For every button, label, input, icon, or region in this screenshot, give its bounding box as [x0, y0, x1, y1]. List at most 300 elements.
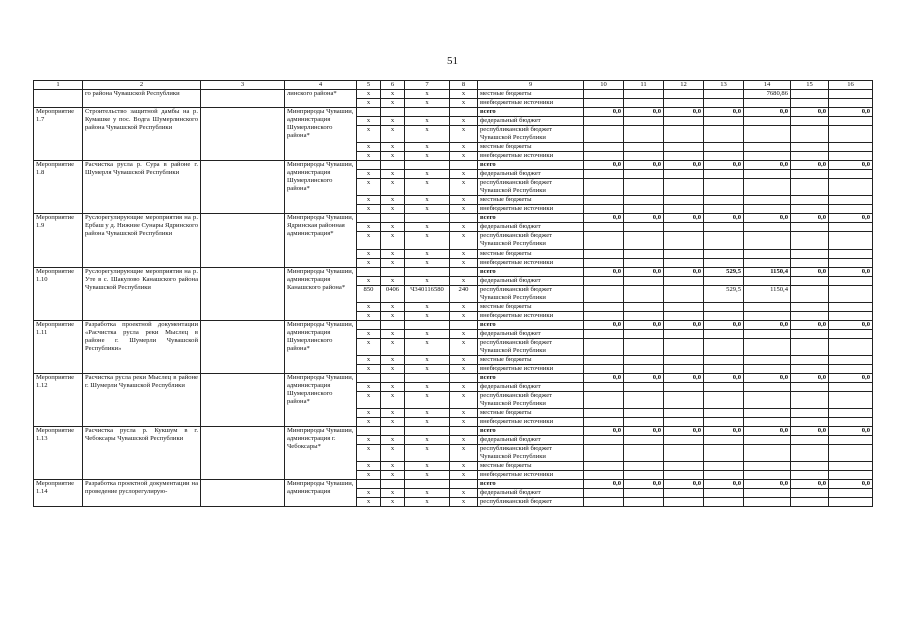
funding-source: федеральный бюджет	[478, 489, 584, 498]
budget-code: x	[450, 355, 478, 364]
amount-cell: 0,0	[791, 161, 829, 170]
amount-cell	[664, 329, 704, 338]
amount-cell	[744, 179, 791, 196]
table-row	[34, 480, 873, 489]
amount-cell	[829, 329, 873, 338]
funding-source: республиканский бюджет Чувашской Республики	[478, 445, 584, 462]
budget-code: 850	[357, 285, 381, 302]
amount-cell	[584, 99, 624, 108]
amount-cell: 0,0	[664, 267, 704, 276]
amount-cell: 0,0	[624, 427, 664, 436]
budget-code: x	[381, 249, 405, 258]
amount-cell: 0,0	[829, 267, 873, 276]
amount-cell	[744, 382, 791, 391]
budget-code: x	[450, 179, 478, 196]
amount-cell	[704, 445, 744, 462]
budget-code: x	[450, 409, 478, 418]
amount-cell	[744, 409, 791, 418]
amount-cell	[704, 276, 744, 285]
budget-code: x	[357, 355, 381, 364]
amount-cell	[584, 471, 624, 480]
budget-code: x	[450, 489, 478, 498]
column-number: 13	[704, 81, 744, 90]
funding-source: всего	[478, 267, 584, 276]
budget-code: x	[357, 436, 381, 445]
column-number: 2	[83, 81, 201, 90]
amount-cell: 0,0	[704, 108, 744, 117]
amount-cell	[704, 329, 744, 338]
budget-code: x	[450, 99, 478, 108]
budget-code: x	[450, 152, 478, 161]
amount-cell	[624, 258, 664, 267]
budget-code: x	[357, 462, 381, 471]
amount-cell	[704, 258, 744, 267]
amount-cell	[664, 179, 704, 196]
amount-cell	[704, 418, 744, 427]
amount-cell	[829, 170, 873, 179]
measure-name: Разработка проектной документации на проведение руслорегулирую-	[83, 480, 201, 507]
amount-cell	[624, 382, 664, 391]
amount-cell	[791, 196, 829, 205]
budget-code: x	[381, 338, 405, 355]
empty-cell	[201, 320, 285, 373]
budget-code	[357, 267, 381, 276]
empty-cell	[201, 90, 285, 108]
amount-cell: 0,0	[744, 373, 791, 382]
budget-code: x	[357, 223, 381, 232]
executor: Минприроды Чувашии, Ядринская районная администрация*	[285, 214, 357, 267]
amount-cell	[704, 232, 744, 249]
amount-cell: 0,0	[744, 161, 791, 170]
amount-cell	[744, 99, 791, 108]
amount-cell	[744, 329, 791, 338]
funding-source: федеральный бюджет	[478, 117, 584, 126]
amount-cell	[624, 338, 664, 355]
amount-cell	[791, 418, 829, 427]
amount-cell	[584, 143, 624, 152]
amount-cell	[624, 462, 664, 471]
amount-cell	[624, 223, 664, 232]
budget-code: x	[357, 99, 381, 108]
funding-source: федеральный бюджет	[478, 223, 584, 232]
amount-cell	[704, 462, 744, 471]
budget-code	[450, 108, 478, 117]
budget-code: x	[450, 205, 478, 214]
funding-source: местные бюджеты	[478, 90, 584, 99]
budget-code: x	[381, 179, 405, 196]
amount-cell	[791, 338, 829, 355]
budget-code: x	[357, 276, 381, 285]
budget-code: x	[381, 445, 405, 462]
executor: Минприроды Чувашии, администрация Шумерлинского района*	[285, 161, 357, 214]
budget-code: x	[381, 90, 405, 99]
amount-cell	[584, 391, 624, 408]
amount-cell	[744, 489, 791, 498]
amount-cell: 0,0	[704, 427, 744, 436]
amount-cell	[704, 498, 744, 507]
amount-cell	[829, 223, 873, 232]
budget-code: x	[381, 391, 405, 408]
budget-code: x	[381, 409, 405, 418]
budget-code: x	[381, 471, 405, 480]
column-number: 16	[829, 81, 873, 90]
amount-cell: 0,0	[829, 480, 873, 489]
measure-id: Мероприятие 1.7	[34, 108, 83, 161]
budget-code	[405, 373, 450, 382]
table-row	[34, 108, 873, 117]
amount-cell	[791, 498, 829, 507]
budget-code: x	[357, 311, 381, 320]
amount-cell	[744, 436, 791, 445]
column-number-row	[34, 81, 873, 90]
amount-cell: 529,5	[704, 285, 744, 302]
amount-cell	[624, 302, 664, 311]
funding-source: внебюджетные источники	[478, 205, 584, 214]
amount-cell: 0,0	[829, 427, 873, 436]
budget-code: x	[357, 258, 381, 267]
amount-cell: 0,0	[624, 267, 664, 276]
amount-cell	[829, 117, 873, 126]
measure-name: Расчистка русла р. Кукшум в г. Чебоксары Чувашской Республики	[83, 427, 201, 480]
amount-cell	[829, 249, 873, 258]
budget-code: x	[450, 117, 478, 126]
amount-cell	[664, 152, 704, 161]
column-number: 15	[791, 81, 829, 90]
budget-code: x	[381, 311, 405, 320]
amount-cell	[584, 205, 624, 214]
amount-cell	[624, 143, 664, 152]
amount-cell	[704, 338, 744, 355]
amount-cell: 0,0	[829, 214, 873, 223]
budget-code	[405, 480, 450, 489]
amount-cell	[744, 258, 791, 267]
executor: Минприроды Чувашии, администрация	[285, 480, 357, 507]
budget-code: x	[450, 311, 478, 320]
amount-cell: 0,0	[791, 214, 829, 223]
budget-code: x	[357, 329, 381, 338]
budget-code: x	[405, 364, 450, 373]
amount-cell	[829, 99, 873, 108]
executor: Минприроды Чувашии, администрация Шумерлинского района*	[285, 320, 357, 373]
funding-source: федеральный бюджет	[478, 436, 584, 445]
amount-cell	[664, 249, 704, 258]
budget-code: x	[357, 471, 381, 480]
budget-code: x	[450, 302, 478, 311]
measure-name: Разработка проектной документации «Расчистка русла реки Мыслец в районе г. Шумерли Чувашской Республики»	[83, 320, 201, 373]
amount-cell	[791, 232, 829, 249]
budget-code: x	[405, 409, 450, 418]
funding-source: федеральный бюджет	[478, 276, 584, 285]
budget-code: x	[405, 489, 450, 498]
amount-cell	[584, 498, 624, 507]
measure-id: Мероприятие 1.14	[34, 480, 83, 507]
amount-cell	[624, 152, 664, 161]
budget-code	[357, 373, 381, 382]
amount-cell	[744, 418, 791, 427]
amount-cell	[664, 355, 704, 364]
budget-code: x	[450, 382, 478, 391]
empty-cell	[201, 161, 285, 214]
budget-code: x	[357, 364, 381, 373]
funding-source: всего	[478, 161, 584, 170]
amount-cell	[664, 258, 704, 267]
amount-cell	[584, 249, 624, 258]
amount-cell	[744, 462, 791, 471]
amount-cell	[624, 117, 664, 126]
budget-code: x	[357, 302, 381, 311]
budget-code: x	[381, 355, 405, 364]
amount-cell	[584, 170, 624, 179]
amount-cell: 0,0	[829, 320, 873, 329]
amount-cell	[704, 364, 744, 373]
budget-code: x	[405, 258, 450, 267]
amount-cell	[624, 436, 664, 445]
amount-cell	[584, 382, 624, 391]
amount-cell: 529,5	[704, 267, 744, 276]
amount-cell: 0,0	[664, 320, 704, 329]
budget-code: x	[405, 436, 450, 445]
amount-cell	[829, 364, 873, 373]
budget-code: x	[405, 152, 450, 161]
amount-cell: 0,0	[744, 427, 791, 436]
amount-cell	[791, 436, 829, 445]
budget-code	[357, 320, 381, 329]
column-number: 4	[285, 81, 357, 90]
amount-cell	[791, 285, 829, 302]
budget-code: x	[381, 276, 405, 285]
amount-cell	[584, 196, 624, 205]
funding-source: всего	[478, 214, 584, 223]
amount-cell: 0,0	[829, 373, 873, 382]
amount-cell	[664, 196, 704, 205]
amount-cell	[584, 152, 624, 161]
amount-cell: 0,0	[704, 373, 744, 382]
budget-code: x	[357, 205, 381, 214]
budget-code: x	[405, 391, 450, 408]
amount-cell: 1150,4	[744, 285, 791, 302]
table-row	[34, 427, 873, 436]
amount-cell	[584, 364, 624, 373]
budget-table	[33, 80, 873, 507]
budget-code	[381, 373, 405, 382]
amount-cell	[704, 143, 744, 152]
budget-code: x	[405, 471, 450, 480]
amount-cell	[664, 445, 704, 462]
amount-cell	[829, 445, 873, 462]
column-number: 10	[584, 81, 624, 90]
measure-name: Расчистка русла реки Мыслец в районе г. Шумерли Чувашской Республики	[83, 373, 201, 426]
amount-cell	[829, 143, 873, 152]
budget-code: x	[357, 409, 381, 418]
amount-cell	[624, 311, 664, 320]
amount-cell: 0,0	[624, 480, 664, 489]
empty-cell	[201, 427, 285, 480]
budget-code: x	[381, 126, 405, 143]
budget-code	[405, 320, 450, 329]
budget-code: x	[381, 329, 405, 338]
budget-code	[381, 480, 405, 489]
amount-cell: 0,0	[664, 480, 704, 489]
amount-cell	[791, 276, 829, 285]
amount-cell	[664, 489, 704, 498]
budget-code: x	[381, 418, 405, 427]
amount-cell	[744, 355, 791, 364]
amount-cell: 0,0	[624, 108, 664, 117]
budget-code: x	[405, 355, 450, 364]
amount-cell	[704, 205, 744, 214]
amount-cell	[744, 152, 791, 161]
amount-cell	[744, 205, 791, 214]
budget-code	[381, 214, 405, 223]
budget-code: x	[357, 179, 381, 196]
amount-cell	[584, 311, 624, 320]
table-row	[34, 90, 873, 99]
page-number: 51	[447, 55, 458, 67]
budget-code: x	[357, 489, 381, 498]
amount-cell	[829, 126, 873, 143]
column-number: 8	[450, 81, 478, 90]
amount-cell	[704, 117, 744, 126]
amount-cell: 0,0	[664, 214, 704, 223]
amount-cell	[624, 418, 664, 427]
amount-cell: 0,0	[584, 373, 624, 382]
amount-cell: 0,0	[744, 320, 791, 329]
budget-code: x	[405, 276, 450, 285]
amount-cell	[704, 302, 744, 311]
budget-code	[357, 214, 381, 223]
budget-code: x	[405, 126, 450, 143]
amount-cell	[704, 196, 744, 205]
budget-code: x	[450, 445, 478, 462]
amount-cell	[624, 445, 664, 462]
table-row	[34, 373, 873, 382]
amount-cell	[624, 285, 664, 302]
budget-code: x	[357, 232, 381, 249]
funding-source: республиканский бюджет Чувашской Республики	[478, 232, 584, 249]
funding-source: внебюджетные источники	[478, 258, 584, 267]
funding-source: всего	[478, 427, 584, 436]
amount-cell	[584, 489, 624, 498]
amount-cell	[829, 391, 873, 408]
table-row	[34, 161, 873, 170]
budget-code: x	[405, 302, 450, 311]
amount-cell	[829, 152, 873, 161]
budget-code: x	[357, 445, 381, 462]
amount-cell	[829, 355, 873, 364]
empty-cell	[201, 480, 285, 507]
amount-cell	[624, 126, 664, 143]
amount-cell	[744, 126, 791, 143]
column-number: 14	[744, 81, 791, 90]
budget-code	[357, 480, 381, 489]
funding-source: всего	[478, 108, 584, 117]
amount-cell	[791, 179, 829, 196]
column-number: 3	[201, 81, 285, 90]
amount-cell: 0,0	[624, 214, 664, 223]
funding-source: федеральный бюджет	[478, 382, 584, 391]
amount-cell	[744, 117, 791, 126]
budget-code: x	[381, 152, 405, 161]
measure-id: Мероприятие 1.10	[34, 267, 83, 320]
amount-cell	[624, 276, 664, 285]
amount-cell	[664, 223, 704, 232]
budget-code: x	[450, 364, 478, 373]
amount-cell: 0,0	[664, 108, 704, 117]
amount-cell	[791, 311, 829, 320]
amount-cell	[664, 276, 704, 285]
amount-cell	[664, 126, 704, 143]
budget-code	[450, 373, 478, 382]
budget-code: x	[405, 232, 450, 249]
amount-cell: 7680,86	[744, 90, 791, 99]
amount-cell	[744, 471, 791, 480]
measure-id: Мероприятие 1.8	[34, 161, 83, 214]
amount-cell: 0,0	[704, 480, 744, 489]
amount-cell	[664, 99, 704, 108]
budget-code: x	[381, 489, 405, 498]
amount-cell	[664, 382, 704, 391]
budget-code: x	[450, 196, 478, 205]
budget-code	[450, 161, 478, 170]
budget-code: x	[357, 126, 381, 143]
amount-cell	[744, 391, 791, 408]
budget-code	[450, 267, 478, 276]
amount-cell	[584, 179, 624, 196]
amount-cell	[791, 90, 829, 99]
amount-cell	[744, 364, 791, 373]
amount-cell	[704, 170, 744, 179]
funding-source: республиканский бюджет Чувашской Республики	[478, 179, 584, 196]
budget-code	[450, 427, 478, 436]
amount-cell	[624, 90, 664, 99]
amount-cell	[791, 249, 829, 258]
budget-code: x	[381, 232, 405, 249]
amount-cell	[624, 364, 664, 373]
budget-code: x	[381, 117, 405, 126]
budget-code: x	[450, 126, 478, 143]
amount-cell	[584, 117, 624, 126]
budget-code	[357, 161, 381, 170]
funding-source: местные бюджеты	[478, 409, 584, 418]
amount-cell	[704, 90, 744, 99]
amount-cell	[664, 418, 704, 427]
funding-source: республиканский бюджет Чувашской Республики	[478, 391, 584, 408]
amount-cell	[624, 391, 664, 408]
measure-name: Расчистка русла р. Сура в районе г. Шумерля Чувашской Республики	[83, 161, 201, 214]
amount-cell	[584, 285, 624, 302]
amount-cell: 0,0	[584, 214, 624, 223]
budget-code: x	[381, 498, 405, 507]
funding-source: федеральный бюджет	[478, 329, 584, 338]
amount-cell: 0,0	[584, 267, 624, 276]
amount-cell	[664, 471, 704, 480]
amount-cell	[744, 445, 791, 462]
amount-cell	[704, 223, 744, 232]
amount-cell	[829, 338, 873, 355]
budget-code: 0406	[381, 285, 405, 302]
budget-code: x	[357, 498, 381, 507]
amount-cell	[584, 90, 624, 99]
amount-cell	[829, 258, 873, 267]
amount-cell	[829, 489, 873, 498]
amount-cell: 0,0	[791, 480, 829, 489]
amount-cell	[829, 382, 873, 391]
measure-id: Мероприятие 1.12	[34, 373, 83, 426]
amount-cell	[664, 498, 704, 507]
amount-cell: 0,0	[664, 373, 704, 382]
amount-cell	[791, 117, 829, 126]
budget-code: x	[381, 258, 405, 267]
